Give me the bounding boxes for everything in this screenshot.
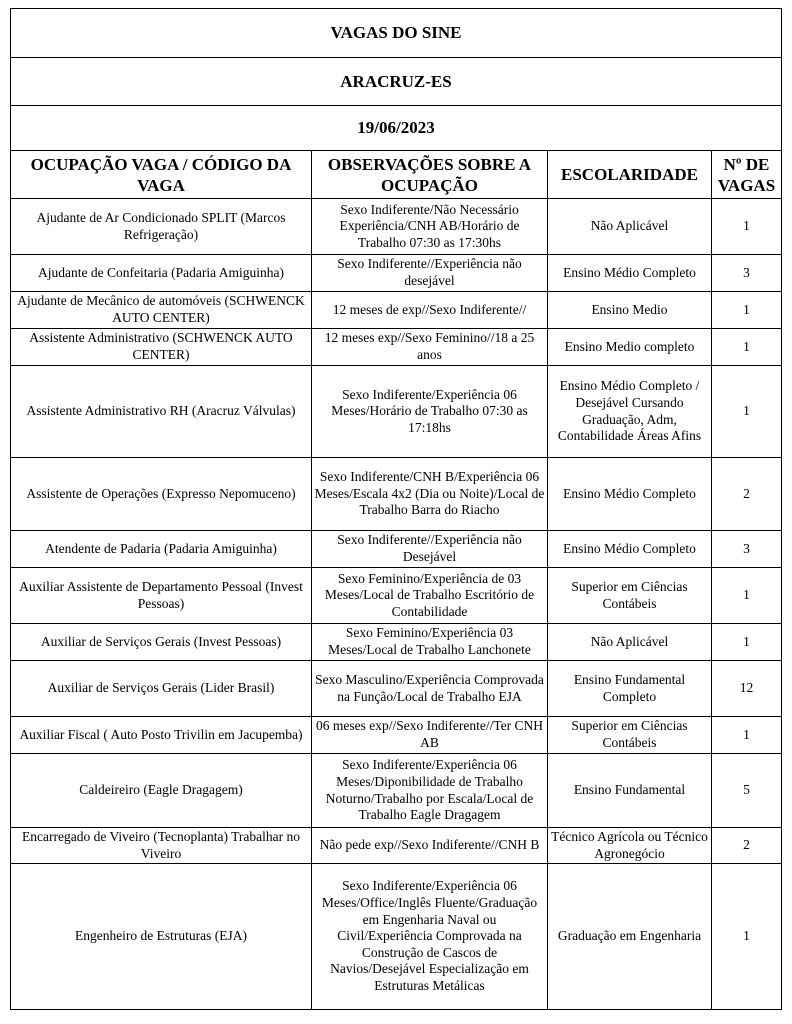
column-header-row (11, 151, 782, 199)
cell-vacancies: 1 (712, 366, 782, 458)
cell-notes: 12 meses exp//Sexo Feminino//18 a 25 anos (312, 329, 548, 366)
table-row (11, 864, 782, 1010)
date-row (11, 106, 782, 151)
cell-notes: Sexo Indiferente/Experiência 06 Meses/Horário de Trabalho 07:30 as 17:18hs (312, 366, 548, 458)
cell-education: Graduação em Engenharia (548, 864, 712, 1010)
cell-vacancies: 12 (712, 661, 782, 717)
column-header-occupation: OCUPAÇÃO VAGA / CÓDIGO DA VAGA (11, 151, 312, 199)
cell-education: Não Aplicável (548, 199, 712, 255)
cell-education: Técnico Agrícola ou Técnico Agronegócio (548, 828, 712, 864)
cell-vacancies: 1 (712, 624, 782, 661)
cell-notes: Sexo Indiferente/Não Necessário Experiência/CNH AB/Horário de Trabalho 07:30 as 17:30hs (312, 199, 548, 255)
table-row (11, 531, 782, 568)
table-row (11, 717, 782, 754)
column-header-vacancies: Nº DE VAGAS (712, 151, 782, 199)
vacancy-sheet (10, 8, 781, 1010)
table-row (11, 754, 782, 828)
cell-notes: Sexo Feminino/Experiência de 03 Meses/Local de Trabalho Escritório de Contabilidade (312, 568, 548, 624)
cell-notes: Sexo Indiferente//Experiência não Desejável (312, 531, 548, 568)
cell-notes: Sexo Indiferente/CNH B/Experiência 06 Meses/Escala 4x2 (Dia ou Noite)/Local de Trabalho Barra do Riacho (312, 458, 548, 531)
title-row (11, 9, 782, 58)
city-title: ARACRUZ-ES (11, 58, 782, 106)
cell-occupation: Ajudante de Mecânico de automóveis (SCHWENCK AUTO CENTER) (11, 292, 312, 329)
vacancy-table (10, 8, 782, 1010)
cell-occupation: Auxiliar de Serviços Gerais (Lider Brasil) (11, 661, 312, 717)
cell-vacancies: 1 (712, 329, 782, 366)
cell-education: Ensino Médio Completo (548, 255, 712, 292)
table-row (11, 624, 782, 661)
cell-notes: Sexo Masculino/Experiência Comprovada na Função/Local de Trabalho EJA (312, 661, 548, 717)
cell-occupation: Ajudante de Confeitaria (Padaria Amiguinha) (11, 255, 312, 292)
cell-education: Ensino Fundamental Completo (548, 661, 712, 717)
table-row (11, 292, 782, 329)
vacancy-rows (11, 199, 782, 1010)
cell-vacancies: 1 (712, 199, 782, 255)
cell-education: Não Aplicável (548, 624, 712, 661)
cell-education: Superior em Ciências Contábeis (548, 568, 712, 624)
cell-notes: Sexo Feminino/Experiência 03 Meses/Local de Trabalho Lanchonete (312, 624, 548, 661)
title-block (11, 9, 782, 199)
cell-occupation: Auxiliar de Serviços Gerais (Invest Pessoas) (11, 624, 312, 661)
cell-vacancies: 1 (712, 292, 782, 329)
cell-occupation: Auxiliar Fiscal ( Auto Posto Trivilin em Jacupemba) (11, 717, 312, 754)
date-title: 19/06/2023 (11, 106, 782, 151)
cell-occupation: Assistente de Operações (Expresso Nepomuceno) (11, 458, 312, 531)
cell-vacancies: 2 (712, 458, 782, 531)
page-title: VAGAS DO SINE (11, 9, 782, 58)
cell-education: Superior em Ciências Contábeis (548, 717, 712, 754)
table-row (11, 661, 782, 717)
table-row (11, 255, 782, 292)
cell-notes: Sexo Indiferente/Experiência 06 Meses/Office/Inglês Fluente/Graduação em Engenharia Naval ou Civil/Experiência Comprovada na Construção de Cascos de Navios/Desejável Especialização em Estruturas Metálicas (312, 864, 548, 1010)
cell-notes: 12 meses de exp//Sexo Indiferente// (312, 292, 548, 329)
cell-occupation: Atendente de Padaria (Padaria Amiguinha) (11, 531, 312, 568)
cell-education: Ensino Medio (548, 292, 712, 329)
cell-notes: Sexo Indiferente//Experiência não desejável (312, 255, 548, 292)
cell-vacancies: 1 (712, 568, 782, 624)
cell-vacancies: 3 (712, 531, 782, 568)
cell-notes: Sexo Indiferente/Experiência 06 Meses/Diponibilidade de Trabalho Noturno/Trabalho por Escala/Local de Trabalho Eagle Dragagem (312, 754, 548, 828)
table-row (11, 568, 782, 624)
table-row (11, 458, 782, 531)
cell-education: Ensino Médio Completo / Desejável Cursando Graduação, Adm, Contabilidade Áreas Afins (548, 366, 712, 458)
cell-notes: Não pede exp//Sexo Indiferente//CNH B (312, 828, 548, 864)
cell-education: Ensino Médio Completo (548, 458, 712, 531)
cell-vacancies: 2 (712, 828, 782, 864)
cell-occupation: Assistente Administrativo (SCHWENCK AUTO CENTER) (11, 329, 312, 366)
cell-occupation: Engenheiro de Estruturas (EJA) (11, 864, 312, 1010)
cell-education: Ensino Médio Completo (548, 531, 712, 568)
table-row (11, 199, 782, 255)
column-header-notes: OBSERVAÇÕES SOBRE A OCUPAÇÃO (312, 151, 548, 199)
cell-occupation: Caldeireiro (Eagle Dragagem) (11, 754, 312, 828)
table-row (11, 366, 782, 458)
cell-occupation: Encarregado de Viveiro (Tecnoplanta) Trabalhar no Viveiro (11, 828, 312, 864)
cell-vacancies: 5 (712, 754, 782, 828)
table-row (11, 329, 782, 366)
cell-occupation: Auxiliar Assistente de Departamento Pessoal (Invest Pessoas) (11, 568, 312, 624)
column-header-education: ESCOLARIDADE (548, 151, 712, 199)
cell-occupation: Ajudante de Ar Condicionado SPLIT (Marcos Refrigeração) (11, 199, 312, 255)
cell-education: Ensino Medio completo (548, 329, 712, 366)
cell-vacancies: 1 (712, 717, 782, 754)
cell-vacancies: 1 (712, 864, 782, 1010)
cell-notes: 06 meses exp//Sexo Indiferente//Ter CNH AB (312, 717, 548, 754)
cell-education: Ensino Fundamental (548, 754, 712, 828)
table-row (11, 828, 782, 864)
city-row (11, 58, 782, 106)
cell-vacancies: 3 (712, 255, 782, 292)
cell-occupation: Assistente Administrativo RH (Aracruz Válvulas) (11, 366, 312, 458)
